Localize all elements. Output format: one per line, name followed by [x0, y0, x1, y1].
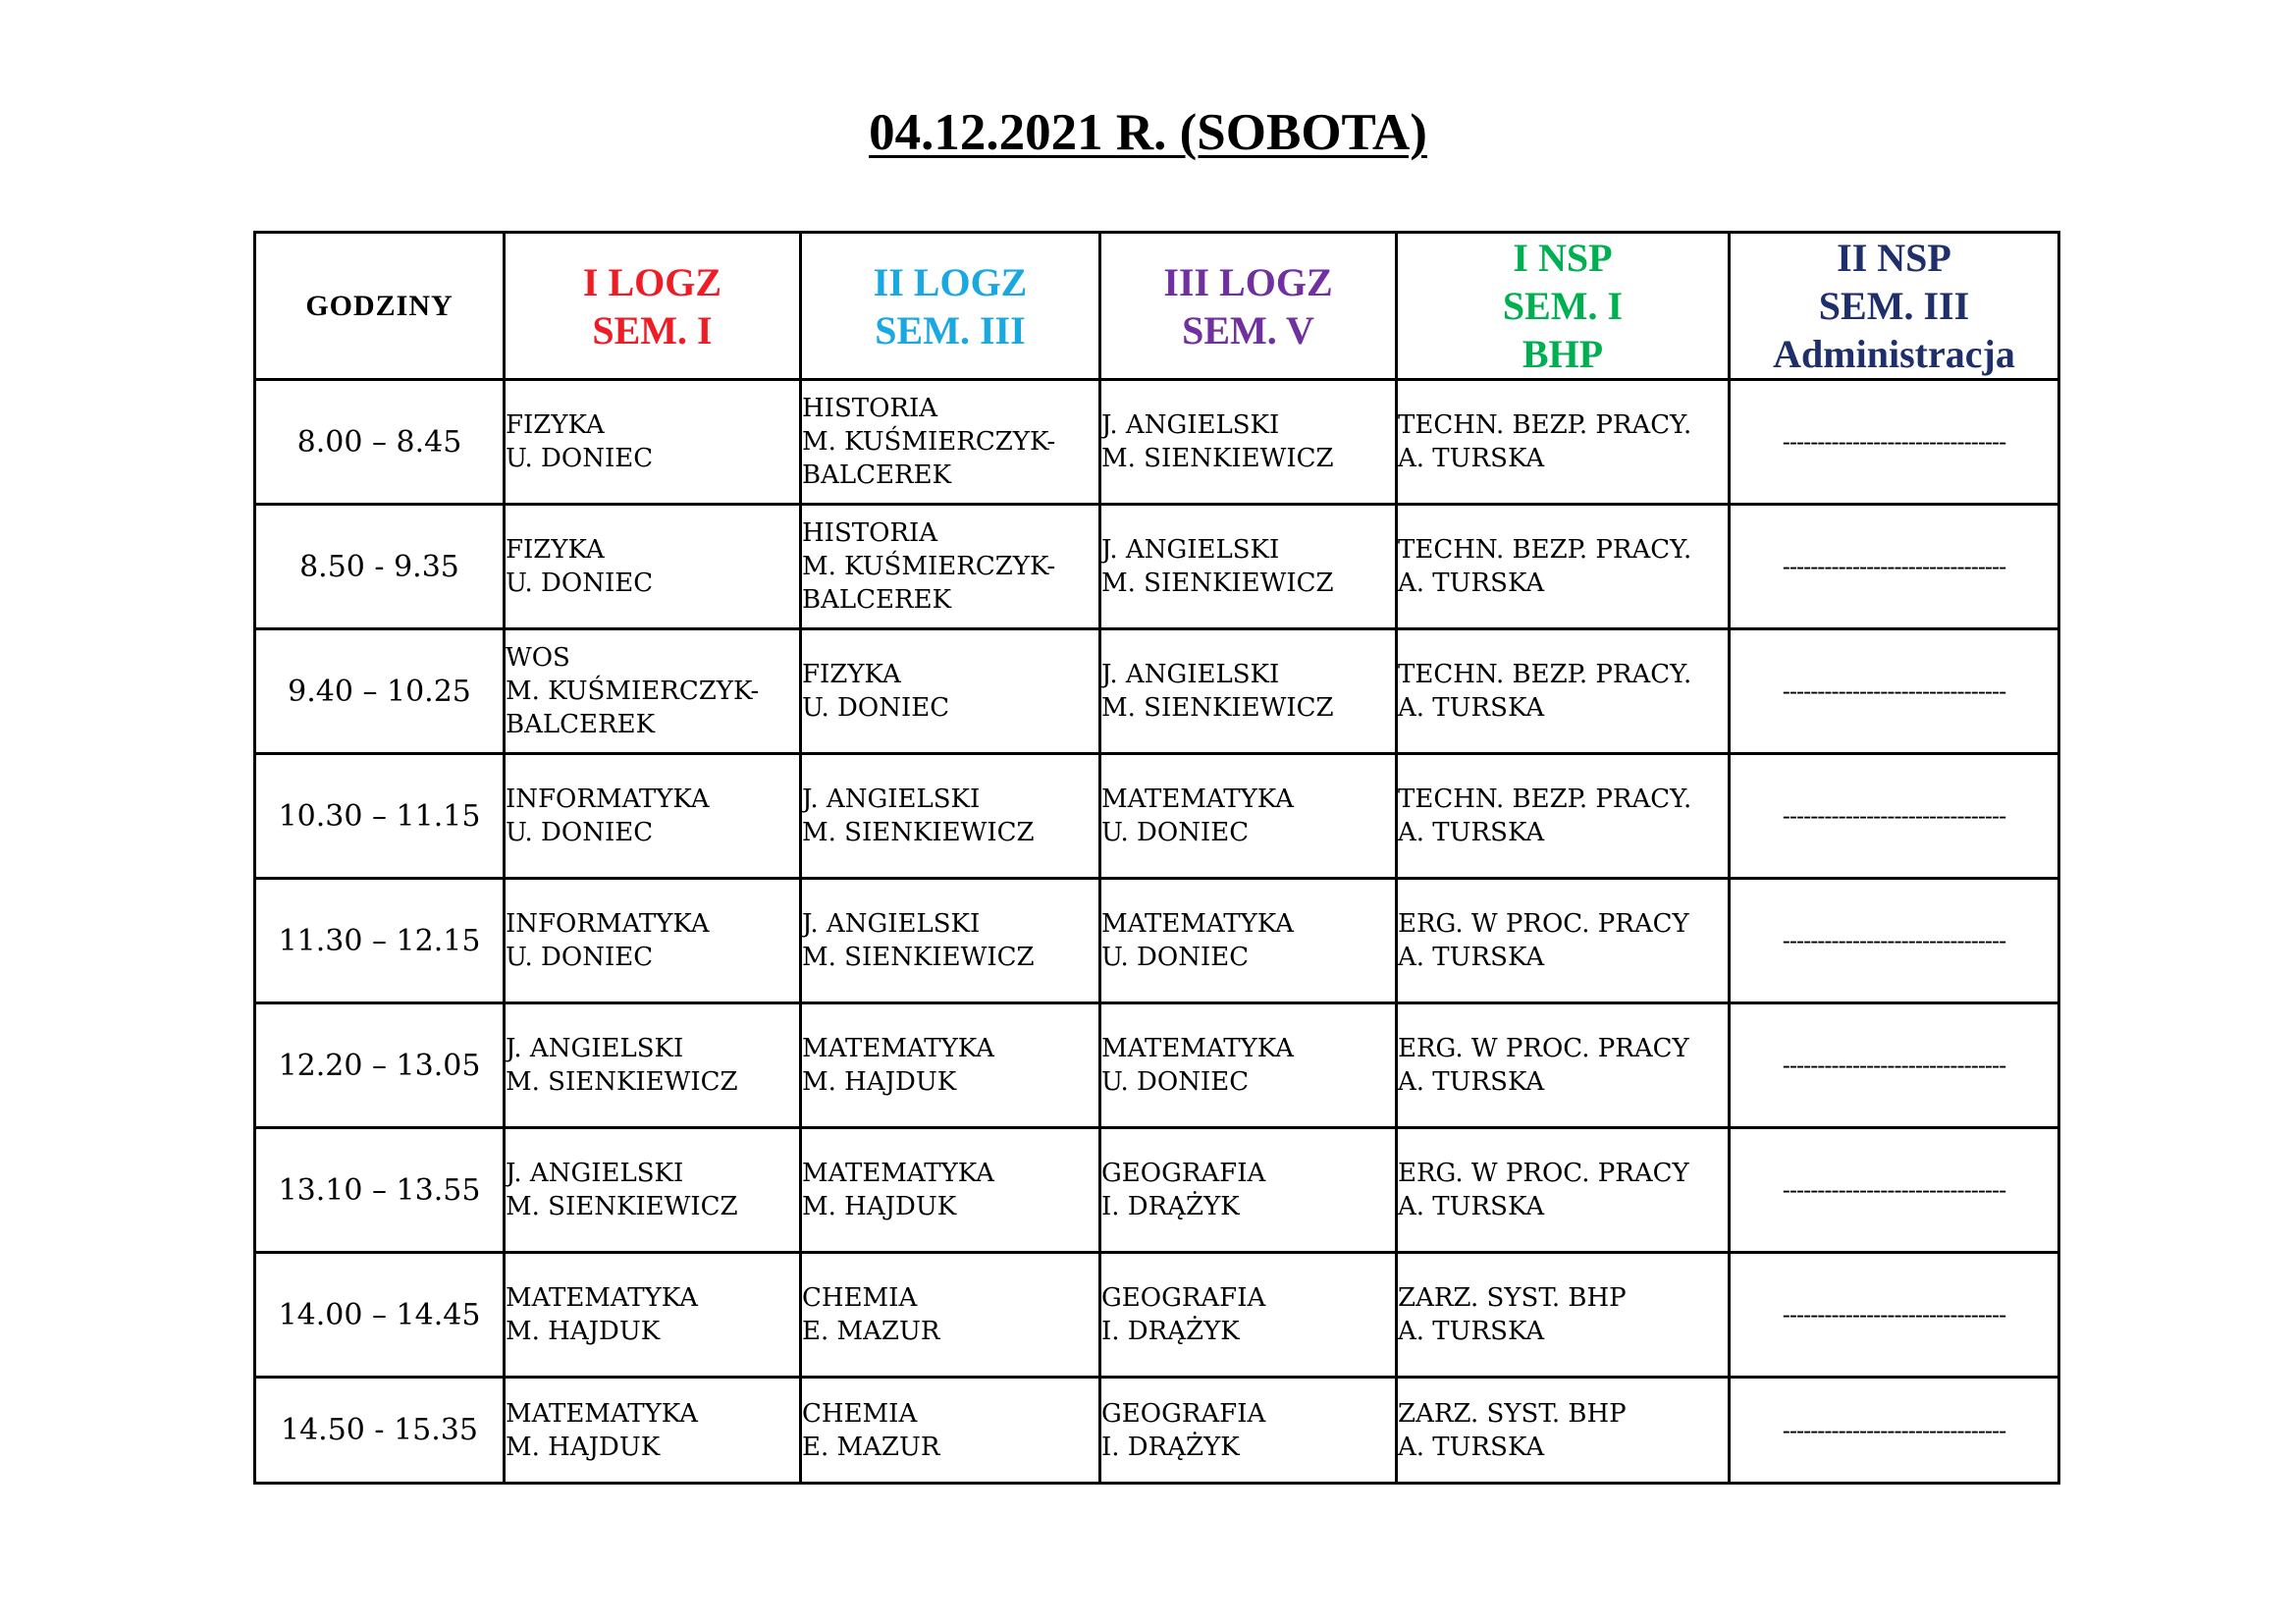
lesson-cell — [505, 1128, 801, 1253]
time-slot: 8.00 – 8.45 — [255, 380, 505, 505]
group-header — [1397, 233, 1730, 380]
group-header-line: I NSP — [1513, 236, 1613, 280]
lesson-cell — [1100, 505, 1397, 629]
header-row — [255, 233, 2059, 380]
subject-name: INFORMATYKA — [506, 785, 710, 814]
subject-name: ZARZ. SYST. BHP — [1398, 1283, 1627, 1313]
time-slot: 14.00 – 14.45 — [255, 1253, 505, 1378]
group-header-line: SEM. V — [1182, 307, 1314, 352]
lesson-cell — [1397, 1003, 1730, 1128]
subject-name: J. ANGIELSKI — [506, 1159, 684, 1188]
time-slot: 9.40 – 10.25 — [255, 629, 505, 754]
subject-name: HISTORIA — [802, 394, 938, 423]
subject-name: MATEMATYKA — [506, 1283, 698, 1313]
teacher-name: A. TURSKA — [1398, 1192, 1545, 1221]
schedule-table — [253, 231, 2060, 1485]
teacher-name: A. TURSKA — [1398, 693, 1545, 723]
lesson-cell — [1397, 629, 1730, 754]
teacher-name: A. TURSKA — [1398, 568, 1545, 598]
table-row — [255, 1253, 2059, 1378]
empty-slot: -------------------------------- — [1730, 629, 2059, 754]
empty-slot: -------------------------------- — [1730, 1003, 2059, 1128]
subject-name: HISTORIA — [802, 518, 938, 548]
subject-name: GEOGRAFIA — [1101, 1398, 1266, 1429]
empty-slot: -------------------------------- — [1730, 505, 2059, 629]
lesson-cell — [1100, 1003, 1397, 1128]
table-row — [255, 1378, 2059, 1484]
subject-name: MATEMATYKA — [506, 1398, 698, 1429]
teacher-name: I. DRĄŻYK — [1101, 1317, 1240, 1346]
teacher-name: M. HAJDUK — [802, 1067, 957, 1097]
lesson-cell — [801, 505, 1100, 629]
lesson-cell — [1100, 879, 1397, 1003]
teacher-name: U. DONIEC — [506, 818, 654, 847]
lesson-cell — [1397, 1378, 1730, 1484]
teacher-name: M. KUŚMIERCZYK- — [802, 552, 1056, 581]
lesson-cell — [801, 380, 1100, 505]
teacher-name: M. HAJDUK — [802, 1192, 957, 1221]
subject-name: J. ANGIELSKI — [1101, 535, 1280, 565]
lesson-cell — [505, 754, 801, 879]
table-row — [255, 1003, 2059, 1128]
teacher-name: E. MAZUR — [802, 1432, 940, 1462]
group-header-line: SEM. III — [1818, 284, 1970, 328]
teacher-name: M. KUŚMIERCZYK- — [506, 677, 760, 706]
lesson-cell — [1397, 879, 1730, 1003]
lesson-cell — [505, 505, 801, 629]
subject-name: MATEMATYKA — [1101, 785, 1294, 814]
subject-name: FIZYKA — [506, 535, 605, 565]
lesson-cell — [1100, 629, 1397, 754]
lesson-cell — [1397, 380, 1730, 505]
lesson-cell — [1397, 505, 1730, 629]
teacher-name: I. DRĄŻYK — [1101, 1192, 1240, 1221]
empty-slot: -------------------------------- — [1730, 754, 2059, 879]
lesson-cell — [1100, 1128, 1397, 1253]
empty-slot: -------------------------------- — [1730, 1378, 2059, 1484]
lesson-cell — [801, 629, 1100, 754]
subject-name: FIZYKA — [802, 660, 901, 689]
subject-name: GEOGRAFIA — [1101, 1159, 1266, 1188]
teacher-name: M. HAJDUK — [506, 1317, 661, 1346]
lesson-cell — [1100, 1253, 1397, 1378]
teacher-name: M. SIENKIEWICZ — [1101, 568, 1334, 598]
lesson-cell — [801, 1253, 1100, 1378]
group-header-line: SEM. III — [875, 307, 1026, 352]
teacher-name: E. MAZUR — [802, 1317, 940, 1346]
teacher-name: U. DONIEC — [1101, 943, 1250, 972]
subject-name: ERG. W PROC. PRACY — [1398, 909, 1689, 939]
time-slot: 13.10 – 13.55 — [255, 1128, 505, 1253]
lesson-cell — [1397, 754, 1730, 879]
lesson-cell — [801, 879, 1100, 1003]
teacher-name: U. DONIEC — [802, 693, 950, 723]
subject-name: J. ANGIELSKI — [1101, 660, 1280, 689]
subject-name: MATEMATYKA — [802, 1159, 994, 1188]
teacher-name: A. TURSKA — [1398, 943, 1545, 972]
lesson-cell — [505, 1253, 801, 1378]
subject-name: J. ANGIELSKI — [506, 1034, 684, 1063]
subject-name: TECHN. BEZP. PRACY. — [1398, 535, 1692, 565]
group-header — [1730, 233, 2059, 380]
group-header — [505, 233, 801, 380]
time-column-header: GODZINY — [255, 233, 505, 380]
time-slot: 11.30 – 12.15 — [255, 879, 505, 1003]
teacher-name: A. TURSKA — [1398, 444, 1545, 473]
empty-slot: -------------------------------- — [1730, 1253, 2059, 1378]
time-slot: 12.20 – 13.05 — [255, 1003, 505, 1128]
subject-name: CHEMIA — [802, 1283, 918, 1313]
group-header — [1100, 233, 1397, 380]
group-header-line: II NSP — [1837, 236, 1951, 280]
table-row — [255, 1128, 2059, 1253]
subject-name: J. ANGIELSKI — [802, 785, 981, 814]
subject-name: J. ANGIELSKI — [802, 909, 981, 939]
teacher-name: M. SIENKIEWICZ — [1101, 444, 1334, 473]
teacher-name: A. TURSKA — [1398, 1317, 1545, 1346]
subject-name: MATEMATYKA — [802, 1034, 994, 1063]
teacher-name: BALCEREK — [506, 710, 656, 739]
lesson-cell — [1397, 1128, 1730, 1253]
subject-name: J. ANGIELSKI — [1101, 410, 1280, 440]
teacher-name: M. SIENKIEWICZ — [506, 1192, 738, 1221]
subject-name: TECHN. BEZP. PRACY. — [1398, 410, 1692, 440]
time-slot: 8.50 - 9.35 — [255, 505, 505, 629]
teacher-name: U. DONIEC — [506, 943, 654, 972]
subject-name: FIZYKA — [506, 410, 605, 440]
subject-name: MATEMATYKA — [1101, 909, 1294, 939]
table-row — [255, 380, 2059, 505]
lesson-cell — [801, 1378, 1100, 1484]
subject-name: TECHN. BEZP. PRACY. — [1398, 785, 1692, 814]
group-header-line: I LOGZ — [582, 259, 722, 304]
table-row — [255, 505, 2059, 629]
lesson-cell — [801, 754, 1100, 879]
group-header-line: BHP — [1522, 332, 1604, 376]
group-header — [801, 233, 1100, 380]
lesson-cell — [1100, 1378, 1397, 1484]
subject-name: MATEMATYKA — [1101, 1034, 1294, 1063]
teacher-name: A. TURSKA — [1398, 1432, 1545, 1462]
lesson-cell — [505, 1003, 801, 1128]
subject-name: WOS — [506, 643, 570, 673]
subject-name: CHEMIA — [802, 1398, 918, 1429]
teacher-name: M. KUŚMIERCZYK- — [802, 427, 1056, 457]
table-row — [255, 879, 2059, 1003]
teacher-name: U. DONIEC — [506, 444, 654, 473]
group-header-line: III LOGZ — [1163, 259, 1333, 304]
teacher-name: U. DONIEC — [1101, 818, 1250, 847]
lesson-cell — [505, 629, 801, 754]
group-header-line: SEM. I — [1502, 284, 1624, 328]
teacher-name: M. SIENKIEWICZ — [1101, 693, 1334, 723]
subject-name: ZARZ. SYST. BHP — [1398, 1398, 1627, 1429]
lesson-cell — [505, 879, 801, 1003]
group-header-line: II LOGZ — [873, 259, 1028, 304]
time-slot: 14.50 - 15.35 — [255, 1378, 505, 1484]
subject-name: ERG. W PROC. PRACY — [1398, 1159, 1689, 1188]
teacher-name: M. SIENKIEWICZ — [802, 818, 1035, 847]
table-row — [255, 629, 2059, 754]
teacher-name: M. HAJDUK — [506, 1432, 661, 1462]
teacher-name: M. SIENKIEWICZ — [506, 1067, 738, 1097]
lesson-cell — [1100, 380, 1397, 505]
teacher-name: A. TURSKA — [1398, 1067, 1545, 1097]
subject-name: ERG. W PROC. PRACY — [1398, 1034, 1689, 1063]
subject-name: TECHN. BEZP. PRACY. — [1398, 660, 1692, 689]
page-title: 04.12.2021 R. (SOBOTA) — [869, 104, 1427, 161]
teacher-name: BALCEREK — [802, 460, 952, 490]
table-row — [255, 754, 2059, 879]
lesson-cell — [505, 380, 801, 505]
lesson-cell — [1100, 754, 1397, 879]
teacher-name: A. TURSKA — [1398, 818, 1545, 847]
group-header-line: Administracja — [1773, 332, 2015, 376]
teacher-name: U. DONIEC — [1101, 1067, 1250, 1097]
teacher-name: I. DRĄŻYK — [1101, 1432, 1240, 1462]
teacher-name: U. DONIEC — [506, 568, 654, 598]
teacher-name: BALCEREK — [802, 585, 952, 615]
lesson-cell — [505, 1378, 801, 1484]
empty-slot: -------------------------------- — [1730, 879, 2059, 1003]
time-slot: 10.30 – 11.15 — [255, 754, 505, 879]
schedule-body — [255, 380, 2059, 1484]
empty-slot: -------------------------------- — [1730, 380, 2059, 505]
teacher-name: M. SIENKIEWICZ — [802, 943, 1035, 972]
subject-name: GEOGRAFIA — [1101, 1283, 1266, 1313]
group-header-line: SEM. I — [592, 307, 713, 352]
lesson-cell — [801, 1003, 1100, 1128]
lesson-cell — [1397, 1253, 1730, 1378]
subject-name: INFORMATYKA — [506, 909, 710, 939]
empty-slot: -------------------------------- — [1730, 1128, 2059, 1253]
lesson-cell — [801, 1128, 1100, 1253]
